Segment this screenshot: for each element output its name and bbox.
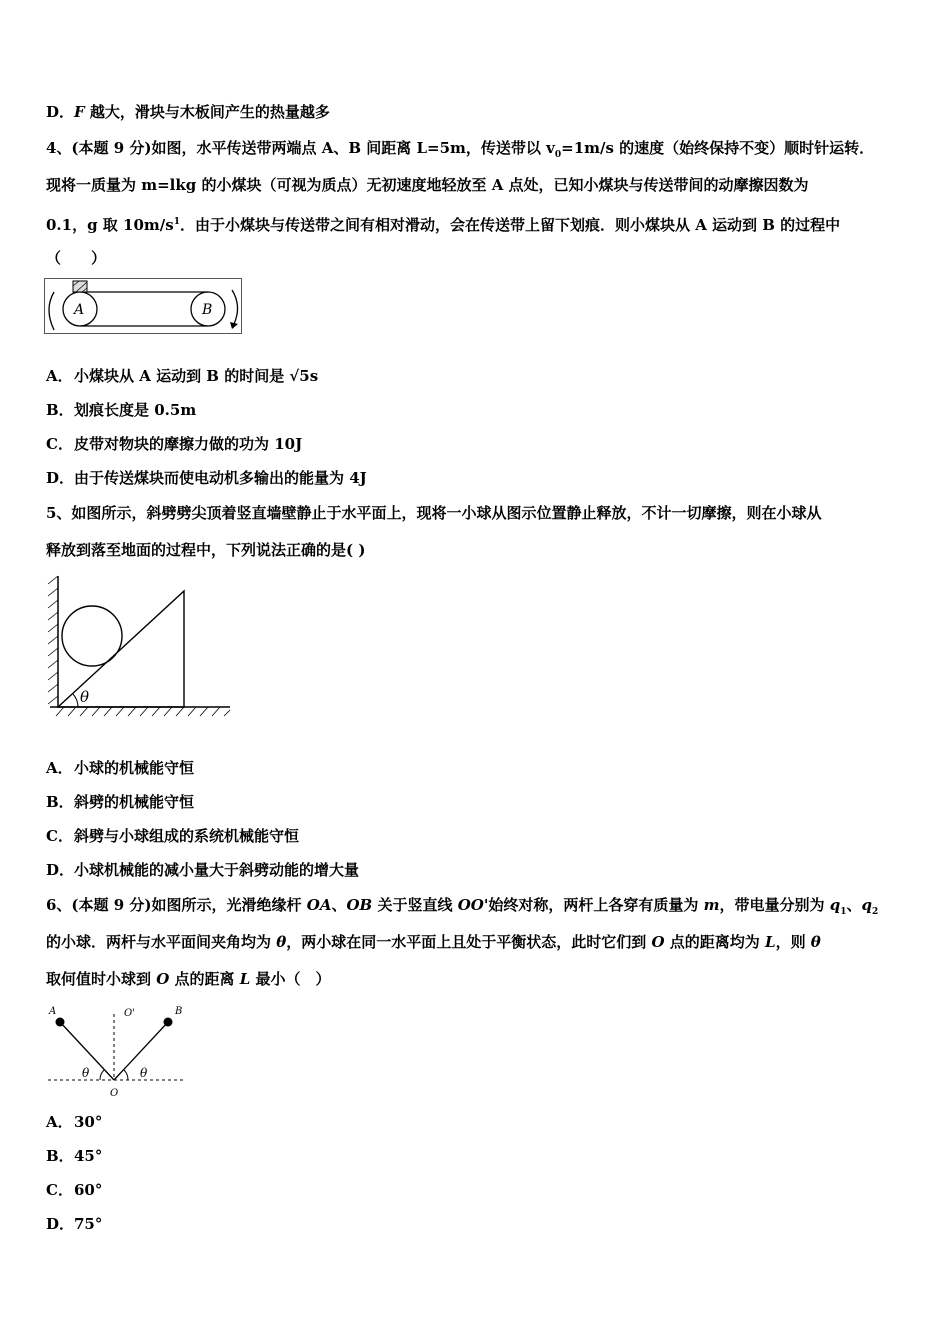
- label-o: O: [110, 1088, 119, 1099]
- wedge: [58, 591, 184, 707]
- option-text: 越大，滑块与木板间产生的热量越多: [84, 103, 330, 121]
- label-b: B: [202, 302, 213, 318]
- conveyor-belt-figure: [44, 278, 246, 336]
- angle-arc-left: [100, 1070, 104, 1080]
- coal-block: [73, 281, 87, 292]
- ball: [62, 606, 122, 666]
- q5-option-a: A．小球的机械能守恒: [46, 759, 195, 777]
- q4-stem-line1: 4、(本题 9 分)如图，水平传送带两端点 A、B 间距离 L=5m，传送带以 $v_0=1m/s$ 的速度（始终保持不变）顺时针运转．: [46, 139, 875, 160]
- q4-stem-line3: 0.1，g 取 $10m/s^1$．由于小煤块与传送带之间有相对滑动，会在传送带上留下划痕．则小煤块从 A 运动到 B 的过程中: [46, 216, 841, 234]
- q4-stem-line2: 现将一质量为 m=lkg 的小煤块（可视为质点）无初速度地轻放至 A 点处，已知小煤块与传送带间的动摩擦因数为: [46, 176, 809, 194]
- q6-option-a: A．30°: [46, 1113, 103, 1131]
- q5-stem-line2: 释放到落至地面的过程中，下列说法正确的是( ): [46, 541, 366, 559]
- q4-option-d: D．由于传送煤块而使电动机多输出的能量为 4J: [46, 469, 367, 487]
- q6-stem-line3: 取何值时小球到 O 点的距离 L 最小（ ）: [46, 970, 331, 988]
- q5-option-b: B．斜劈的机械能守恒: [46, 793, 195, 811]
- q5-option-c: C．斜劈与小球组成的系统机械能守恒: [46, 827, 300, 845]
- q5-option-d: D．小球机械能的减小量大于斜劈动能的增大量: [46, 861, 360, 879]
- rotation-arrow-left: [49, 292, 54, 330]
- ball-b: [164, 1018, 173, 1027]
- option-letter: D．: [46, 103, 75, 121]
- q6-option-c: C．60°: [46, 1181, 103, 1199]
- q3-option-d: [46, 102, 330, 122]
- angle-arc: [73, 694, 78, 707]
- q4-option-c: C．皮带对物块的摩擦力做的功为 10J: [46, 435, 303, 453]
- q6-stem-line1: 6、(本题 9 分)如图所示，光滑绝缘杆 OA、OB 关于竖直线 OO'始终对称，两杆上各穿有质量为 m，带电量分别为 $q_1$、$q_2$: [46, 896, 879, 917]
- q5-stem-line1: 5、如图所示，斜劈劈尖顶着竖直墙壁静止于水平面上，现将一小球从图示位置静止释放，不计一切摩擦，则在小球从: [46, 504, 822, 522]
- wedge-ball-figure: [44, 574, 234, 720]
- theta-left: θ: [82, 1066, 90, 1080]
- label-b: B: [175, 1006, 183, 1017]
- rotation-arrow-right: [232, 290, 238, 324]
- label-o-prime: O': [124, 1008, 135, 1019]
- q4-option-b: B．划痕长度是 0.5m: [46, 401, 197, 419]
- label-a: A: [74, 302, 85, 318]
- ball-a: [56, 1018, 65, 1027]
- theta-label: θ: [80, 688, 90, 706]
- force-var: F: [74, 103, 85, 121]
- q4-option-a: A．小煤块从 A 运动到 B 的时间是 √5s: [46, 367, 319, 385]
- theta-right: θ: [140, 1066, 148, 1080]
- label-a: A: [49, 1006, 57, 1017]
- q4-answer-paren: （ ）: [46, 249, 107, 267]
- q6-option-b: B．45°: [46, 1147, 103, 1165]
- q6-option-d: D．75°: [46, 1215, 103, 1233]
- angle-arc-right: [124, 1070, 128, 1080]
- rods-figure: [44, 1002, 189, 1100]
- q6-stem-line2: 的小球．两杆与水平面间夹角均为 θ，两小球在同一水平面上且处于平衡状态，此时它们到 O 点的距离均为 L，则 θ: [46, 933, 821, 951]
